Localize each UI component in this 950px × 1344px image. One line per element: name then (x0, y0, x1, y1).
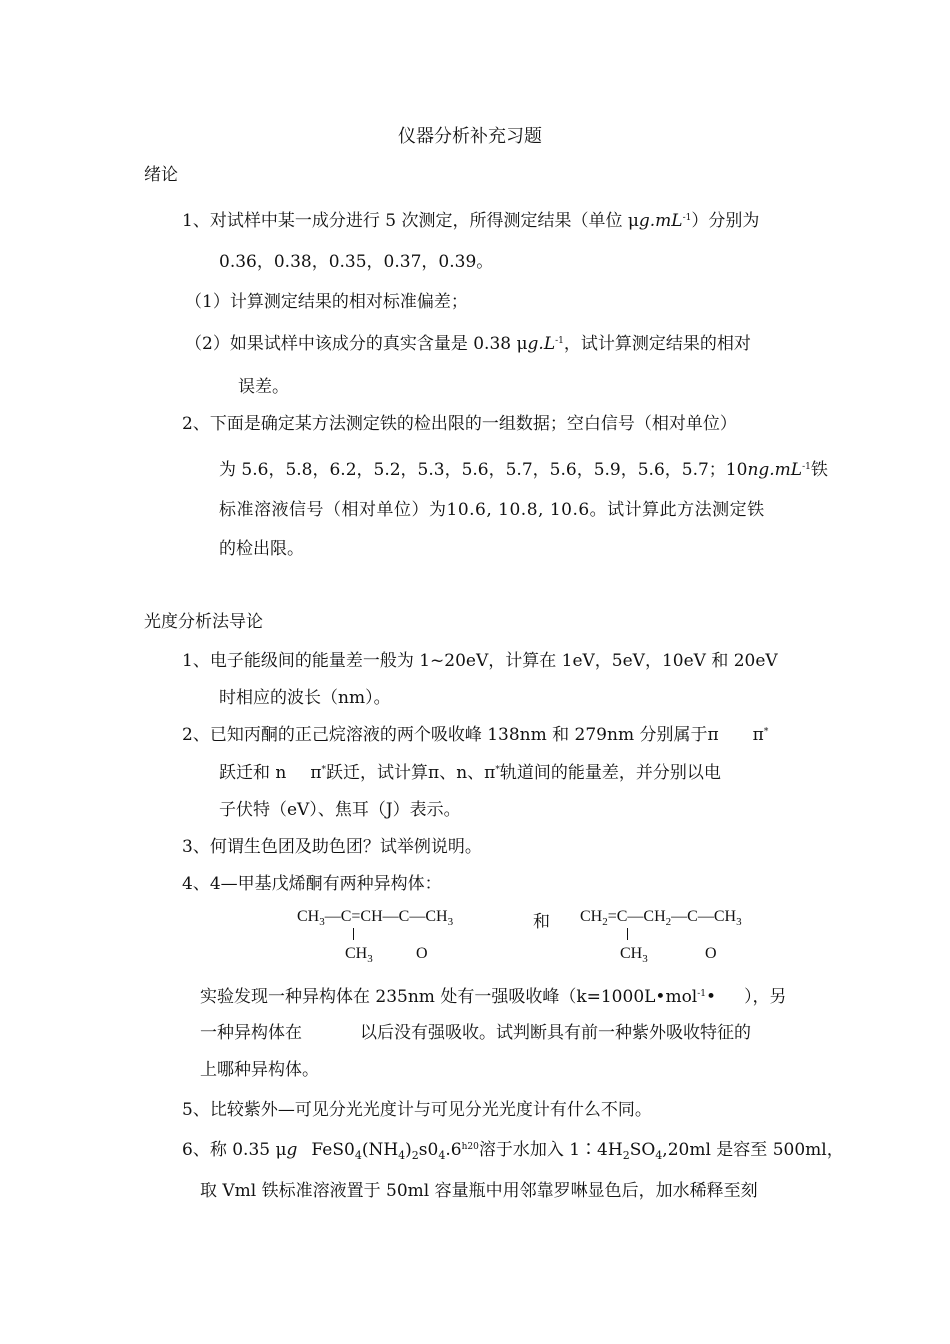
text: 跃迁和 n (219, 763, 287, 783)
s2-q1-line2: 时相应的波长（nm）。 (219, 688, 391, 708)
s2-q4-line3 (200, 1018, 751, 1043)
unit: ng.mL (747, 460, 803, 480)
formula-subscript: 3 (367, 953, 373, 965)
s2-q2-line1 (182, 720, 768, 745)
formula-subscript: 4 (438, 1149, 446, 1162)
dot: • (655, 987, 666, 1007)
formula-part: .6 (445, 1140, 462, 1160)
section-heading-photometry: 光度分析法导论 (144, 612, 263, 632)
text: ，试计算测定结果的相对 (563, 334, 751, 354)
isomer-and: 和 (533, 912, 550, 932)
formula-part: CH (620, 945, 643, 962)
pi-symbol: π (752, 725, 764, 745)
star: * (495, 765, 500, 775)
formula-subscript: 3 (319, 916, 325, 928)
s2-q2-line3: 子伏特（eV）、焦耳（J）表示。 (219, 800, 461, 820)
isomer2-main-chain (580, 908, 742, 928)
text: 一种异构体在 (200, 1023, 302, 1043)
q2-line3: 标准溶液信号（相对单位）为10.6, 10.8, 10.6。试计算此方法测定铁 (219, 500, 765, 520)
s2-q2-line2 (219, 758, 721, 783)
formula-subscript: 2 (665, 916, 672, 928)
formula-part: (NH (361, 1140, 399, 1160)
unit-exponent: -1 (802, 462, 811, 472)
text: 实验发现一种异构体在 235nm 处有一强吸收峰（k=1000L (200, 987, 656, 1007)
formula-subscript: 3 (447, 916, 454, 928)
q2-line1: 2、下面是确定某方法测定铁的检出限的一组数据；空白信号（相对单位） (182, 414, 737, 434)
text: mol (665, 987, 698, 1007)
isomer1-methyl (345, 945, 373, 965)
s2-q6-line1 (182, 1135, 844, 1162)
unit-exponent: -1 (682, 213, 692, 223)
s2-q1-line1: 1、电子能级间的能量差一般为 1~20eV，计算在 1eV，5eV，10eV 和 20eV (182, 651, 778, 671)
text: 铁 (810, 460, 828, 480)
formula-part: =C—CH (607, 908, 666, 925)
pi-symbol: π (310, 763, 322, 783)
q1-sub1: （1）计算测定结果的相对标准偏差； (185, 292, 468, 312)
text: 跃迁，试计算π、n、π (326, 763, 496, 783)
q2-line4: 的检出限。 (219, 539, 304, 559)
unit: g (286, 1140, 298, 1160)
formula-part: CH (580, 908, 603, 925)
q1-line1 (182, 206, 759, 231)
text: 6、称 0.35 μ (182, 1140, 287, 1160)
formula-part: FeS0 (311, 1140, 355, 1160)
page-title: 仪器分析补充习题 (398, 126, 542, 147)
star: * (763, 727, 769, 737)
q1-line2: 0.36，0.38，0.35，0.37，0.39。 (219, 252, 494, 272)
unit: g.L (527, 334, 556, 354)
unit-exponent: -1 (555, 336, 564, 346)
isomer1-main-chain (297, 908, 453, 928)
formula-part: CH (345, 945, 368, 962)
text: 以后没有强吸收。试判断具有前一种紫外吸收特征的 (360, 1023, 751, 1043)
text: 2、已知丙酮的正己烷溶液的两个吸收峰 138nm 和 279nm 分别属于π (182, 725, 719, 745)
exponent: -1 (697, 989, 707, 999)
formula-subscript: 4 (655, 1149, 663, 1162)
isomer1-oxygen: O (416, 945, 428, 962)
text: ），另 (744, 987, 787, 1007)
formula-part: —C—CH (671, 908, 737, 925)
formula-part: CH (297, 908, 320, 925)
s2-q4-line2 (200, 982, 787, 1007)
formula-part: ) (405, 1140, 412, 1160)
q1-sub2-cont: 误差。 (238, 377, 289, 397)
text: 4—甲基戊烯酮有两种异构体： (209, 874, 442, 894)
formula-subscript: 4 (354, 1149, 362, 1162)
s2-q6-line2: 取 Vml 铁标准溶液置于 50ml 容量瓶中用邻靠罗啉显色后，加水稀释至刻 (200, 1181, 758, 1201)
text: ）分别为 (691, 211, 760, 231)
formula-part: SO (629, 1140, 656, 1160)
formula-subscript: 2 (622, 1149, 630, 1162)
formula-subscript: 4 (398, 1149, 406, 1162)
text: （2）如果试样中该成分的真实含量是 0.38 μ (185, 334, 528, 354)
text: 轨道间的能量差，并分别以电 (499, 763, 721, 783)
isomer2-oxygen: O (705, 945, 717, 962)
s2-q4-line4: 上哪种异构体。 (200, 1060, 319, 1080)
formula-subscript: 2 (602, 916, 608, 928)
isomer2-methyl (620, 945, 648, 965)
isomer2-branch-bond (627, 928, 628, 940)
star: * (321, 765, 327, 775)
formula-part: s0 (418, 1140, 439, 1160)
s2-q5: 5、比较紫外—可见分光光度计与可见分光光度计有什么不同。 (182, 1100, 652, 1120)
s2-q4-line1 (182, 869, 442, 894)
question-number: 4、 (182, 874, 210, 894)
isomer1-branch-bond (353, 928, 354, 940)
text: 溶于水加入 1∶4H (478, 1140, 623, 1160)
text: 为 5.6，5.8，6.2，5.2，5.3，5.6，5.7，5.6，5.9，5.6，5.7；10 (219, 460, 748, 480)
formula-subscript: 3 (642, 953, 648, 965)
q2-line2 (219, 455, 828, 480)
formula-subscript: 3 (736, 916, 742, 928)
text: ,20ml 是容至 500ml， (662, 1140, 844, 1160)
s2-q3: 3、何谓生色团及助色团？试举例说明。 (182, 837, 482, 857)
formula-superscript: h20 (461, 1142, 479, 1152)
text: 1、对试样中某一成分进行 5 次测定，所得测定结果（单位 μ (182, 211, 639, 231)
unit: g.mL (638, 211, 683, 231)
q1-sub2 (185, 329, 751, 354)
formula-subscript: 2 (411, 1149, 419, 1162)
formula-part: —C=CH—C—CH (324, 908, 448, 925)
dot: • (706, 987, 717, 1007)
section-heading-intro: 绪论 (144, 165, 178, 185)
